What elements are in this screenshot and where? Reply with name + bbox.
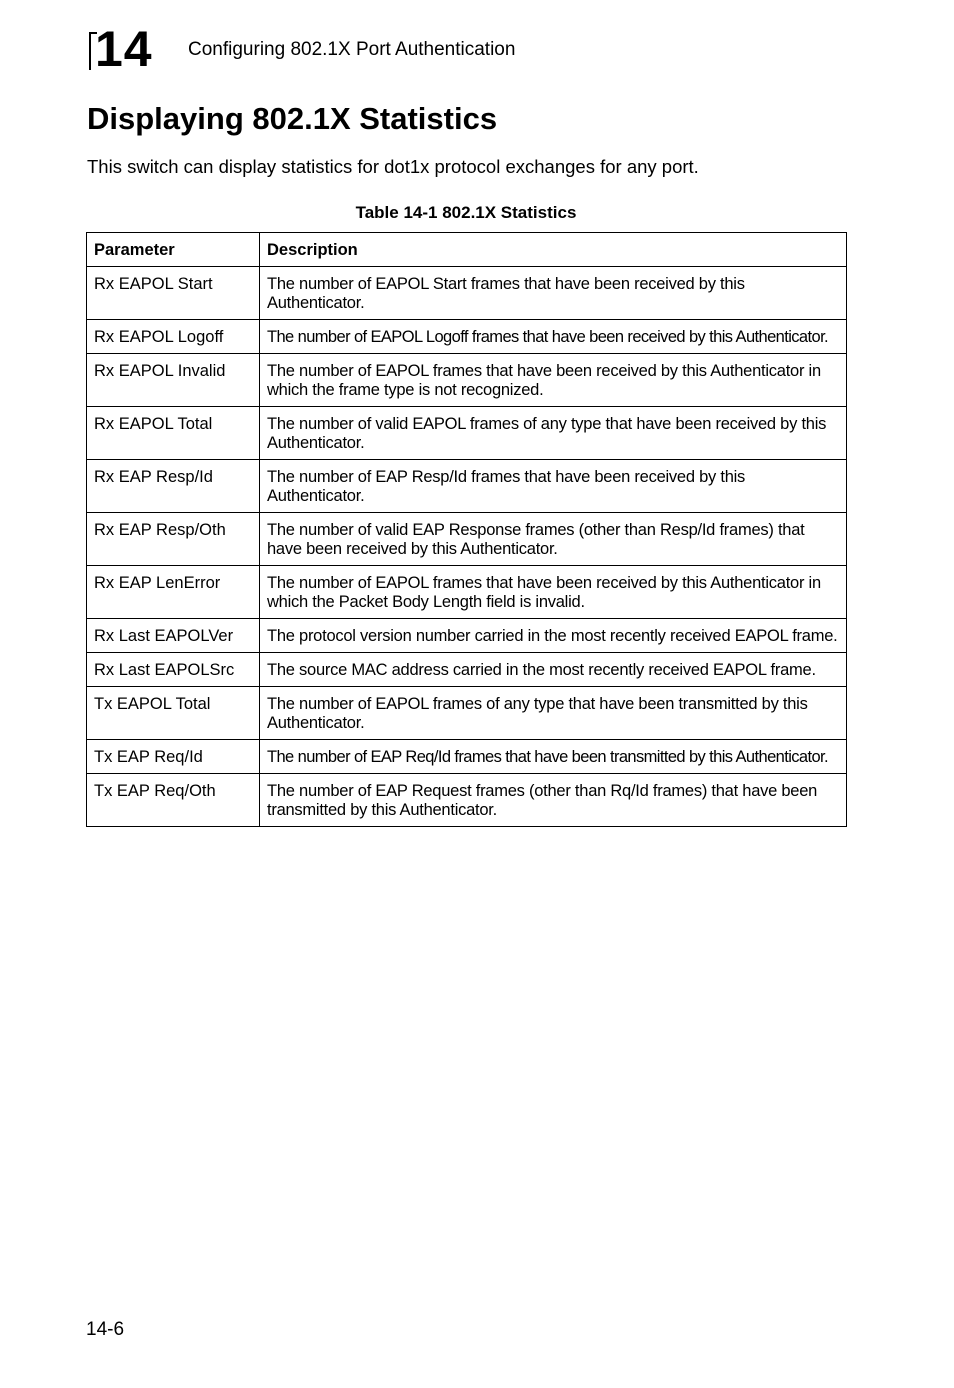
parameter-cell: Rx EAPOL Logoff [87, 320, 260, 354]
parameter-cell: Tx EAP Req/Id [87, 740, 260, 774]
chapter-number-badge [89, 21, 165, 77]
table-row [87, 267, 847, 320]
parameter-cell: Rx Last EAPOLSrc [87, 653, 260, 687]
description-cell: The number of EAPOL Start frames that have been received by this Authenticator. [260, 267, 847, 320]
description-cell: The protocol version number carried in the most recently received EAPOL frame. [260, 619, 847, 653]
description-cell: The number of EAPOL frames of any type that have been transmitted by this Authenticator. [260, 687, 847, 740]
column-header-parameter: Parameter [87, 233, 260, 267]
description-cell: The number of EAP Resp/Id frames that have been received by this Authenticator. [260, 460, 847, 513]
parameter-cell: Rx EAPOL Invalid [87, 354, 260, 407]
chapter-number: 14 [95, 21, 153, 77]
table-header-row [87, 233, 847, 267]
parameter-cell: Rx EAP LenError [87, 566, 260, 619]
table-row [87, 774, 847, 827]
table-row [87, 566, 847, 619]
description-cell: The source MAC address carried in the most recently received EAPOL frame. [260, 653, 847, 687]
table-row [87, 354, 847, 407]
table-row [87, 687, 847, 740]
parameter-cell: Rx EAPOL Start [87, 267, 260, 320]
statistics-table [86, 232, 847, 827]
parameter-cell: Tx EAP Req/Oth [87, 774, 260, 827]
description-cell: The number of EAPOL frames that have been received by this Authenticator in which the frame type is not recognized. [260, 354, 847, 407]
column-header-description: Description [260, 233, 847, 267]
parameter-cell: Rx EAP Resp/Oth [87, 513, 260, 566]
description-cell: The number of valid EAPOL frames of any type that have been received by this Authenticator. [260, 407, 847, 460]
description-cell: The number of valid EAP Response frames (other than Resp/Id frames) that have been received by this Authenticator. [260, 513, 847, 566]
description-cell: The number of EAP Req/Id frames that have been transmitted by this Authenticator. [260, 740, 847, 774]
page-number: 14-6 [86, 1319, 125, 1340]
description-cell: The number of EAP Request frames (other than Rq/Id frames) that have been transmitted by this Authenticator. [260, 774, 847, 827]
table-row [87, 653, 847, 687]
table-caption: Table 14-1 802.1X Statistics [355, 203, 577, 222]
description-cell: The number of EAPOL Logoff frames that have been received by this Authenticator. [260, 320, 847, 354]
table-row [87, 619, 847, 653]
section-heading: Displaying 802.1X Statistics [87, 101, 498, 136]
chapter-title: Configuring 802.1X Port Authentication [188, 39, 516, 60]
parameter-cell: Tx EAPOL Total [87, 687, 260, 740]
parameter-cell: Rx Last EAPOLVer [87, 619, 260, 653]
table-row [87, 407, 847, 460]
table-row [87, 740, 847, 774]
intro-paragraph: This switch can display statistics for dot1x protocol exchanges for any port. [87, 156, 699, 177]
table-row [87, 320, 847, 354]
description-cell: The number of EAPOL frames that have been received by this Authenticator in which the Packet Body Length field is invalid. [260, 566, 847, 619]
table-row [87, 460, 847, 513]
parameter-cell: Rx EAPOL Total [87, 407, 260, 460]
table-row [87, 513, 847, 566]
parameter-cell: Rx EAP Resp/Id [87, 460, 260, 513]
